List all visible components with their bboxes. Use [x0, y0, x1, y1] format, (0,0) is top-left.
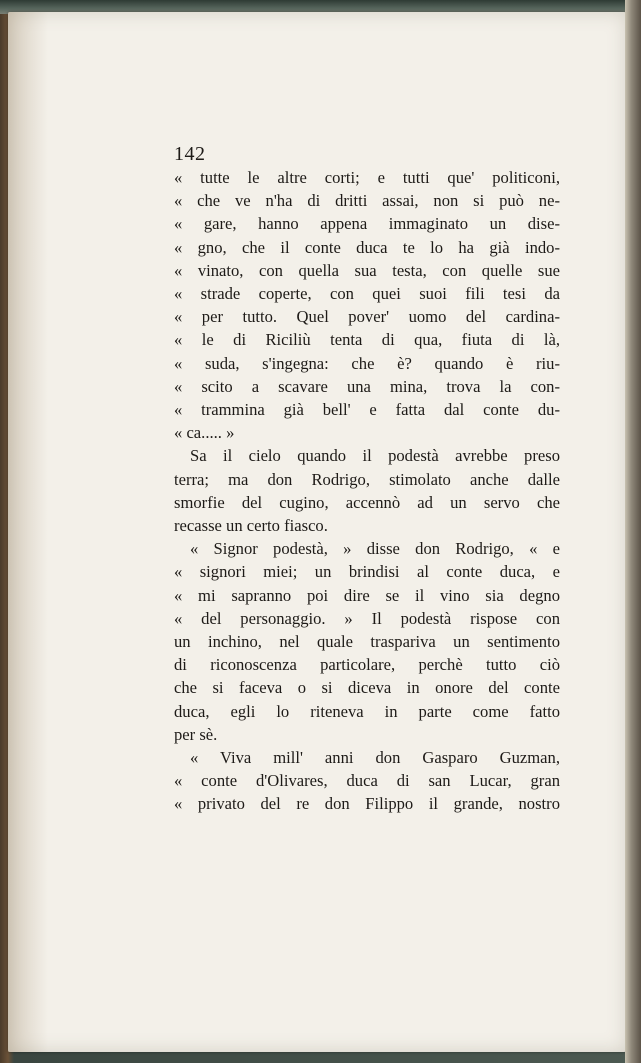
text-line: che si faceva o si diceva in onore del conte	[174, 678, 560, 698]
text-line: « che ve n'ha di dritti assai, non si può ne-	[174, 191, 560, 211]
text-line: « suda, s'ingegna: che è? quando è riu-	[174, 353, 560, 373]
text-line: recasse un certo fiasco.	[174, 516, 328, 536]
text-line: « strade coperte, con quei suoi fili tesi da	[174, 284, 560, 304]
text-line: « gno, che il conte duca te lo ha già indo-	[174, 237, 560, 257]
text-line: « le di Riciliù tenta di qua, fiuta di là,	[174, 330, 560, 350]
text-line: di riconoscenza particolare, perchè tutto ciò	[174, 655, 560, 675]
text-line: « scito a scavare una mina, trova la con-	[174, 376, 560, 396]
text-line: « privato del re don Filippo il grande, nostro	[174, 794, 560, 814]
text-line: smorfie del cugino, accennò ad un servo che	[174, 492, 560, 512]
text-line: « gare, hanno appena immaginato un dise-	[174, 214, 560, 234]
text-line: « vinato, con quella sua testa, con quelle sue	[174, 260, 560, 280]
page-stack-edge	[625, 0, 641, 1063]
text-line: « ca..... »	[174, 423, 235, 443]
text-line: « tutte le altre corti; e tutti que' politiconi,	[174, 168, 560, 187]
text-line: « per tutto. Quel pover' uomo del cardina-	[174, 307, 560, 327]
text-line: un inchino, nel quale traspariva un sentimento	[174, 632, 560, 652]
text-line: Sa il cielo quando il podestà avrebbe preso	[190, 446, 560, 466]
text-line: « signori miei; un brindisi al conte duca, e	[174, 562, 560, 582]
text-line: terra; ma don Rodrigo, stimolato anche dalle	[174, 469, 560, 489]
text-line: « mi sapranno poi dire se il vino sia degno	[174, 585, 560, 605]
text-line: « conte d'Olivares, duca di san Lucar, gran	[174, 771, 560, 791]
page-gutter-shadow	[8, 12, 48, 1052]
text-line: « trammina già bell' e fatta dal conte du-	[174, 400, 560, 420]
text-line: duca, egli lo riteneva in parte come fatto	[174, 701, 560, 721]
page-text-block	[174, 142, 560, 816]
text-line: « Viva mill' anni don Gasparo Guzman,	[190, 748, 560, 768]
text-line: « Signor podestà, » disse don Rodrigo, « e	[190, 539, 560, 559]
page-number: 142	[174, 143, 206, 165]
text-line: per sè.	[174, 724, 218, 744]
text-line: « del personaggio. » Il podestà rispose con	[174, 608, 560, 628]
